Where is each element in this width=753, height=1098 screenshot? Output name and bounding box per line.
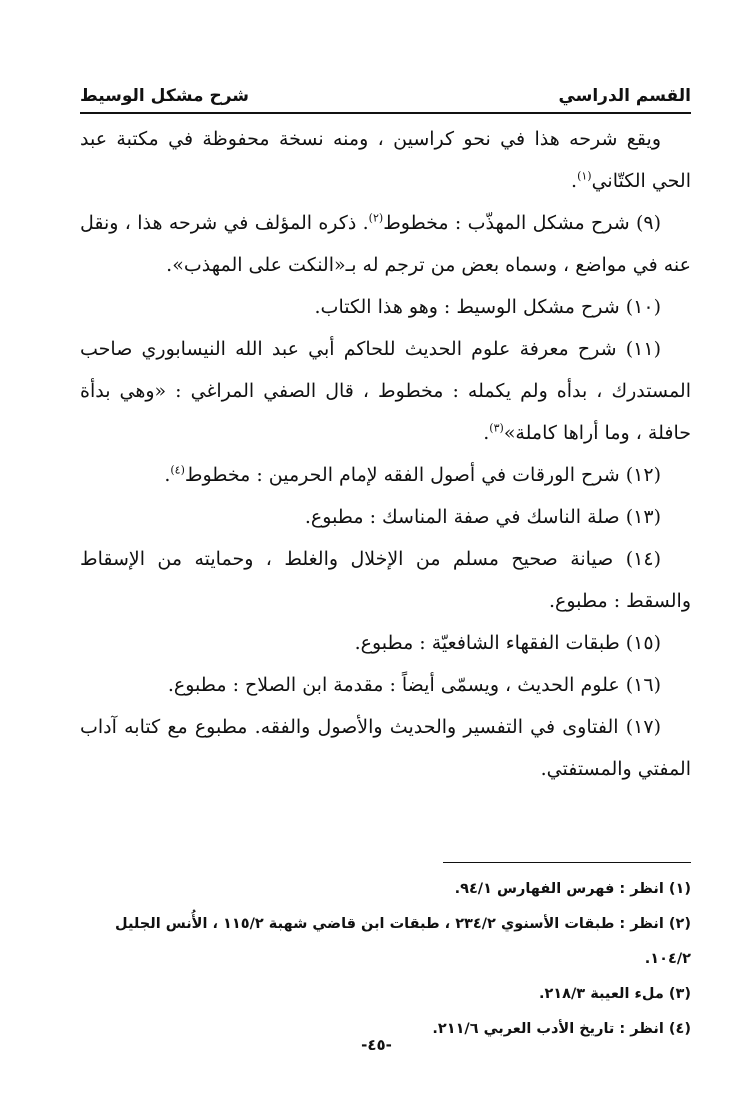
paragraph: (١٦) علوم الحديث ، ويسمّى أيضاً : مقدمة ابن الصلاح : مطبوع. [167, 674, 661, 696]
paragraph: (١٥) طبقات الفقهاء الشافعيّة : مطبوع. [354, 632, 661, 654]
footnote: (١) انظر : فهرس الفهارس ٩٤/١. [454, 881, 691, 897]
paragraph: (١١) شرح معرفة علوم الحديث للحاكم أبي عبد الله النيسابوري صاحب المستدرك ، بدأه ولم يكمله : مخطوط ، قال الصفي المراغي : «وهي بدأة حافلة ، وما أراها كاملة»$^{(٣)}$. [80, 338, 691, 444]
paragraph: (٩) شرح مشكل المهذّب : مخطوط$^{(٢)}$. ذكره المؤلف في شرحه هذا ، ونقل عنه في مواضع ، وسماه بعض من ترجم له بـ«النكت على المهذب». [80, 211, 691, 276]
page-number: -٤٥- [361, 1036, 392, 1054]
footnote-ref: (٤) [170, 463, 185, 477]
footnotes [80, 872, 691, 1047]
paragraph: ويقع شرحه هذا في نحو كراسين ، ومنه نسخة محفوظة في مكتبة عبد الحي الكتّاني$^{(١)}$. [80, 128, 691, 192]
header-section-title: القسم الدراسي [558, 86, 691, 106]
paragraph: (١٤) صيانة صحيح مسلم من الإخلال والغلط ، وحمايته من الإسقاط والسقط : مطبوع. [80, 548, 691, 612]
footnote: (٢) انظر : طبقات الأسنوي ٢٣٤/٢ ، طبقات ابن قاضي شهبة ١١٥/٢ ، الأُنس الجليل ١٠٤/٢. [115, 916, 691, 967]
paragraph: (١٧) الفتاوى في التفسير والحديث والأصول والفقه. مطبوع مع كتابه آداب المفتي والمستفتي. [80, 716, 691, 780]
header-book-title: شرح مشكل الوسيط [80, 86, 249, 106]
running-header [80, 70, 691, 114]
footnote: (٤) انظر : تاريخ الأدب العربي ٢١١/٦. [432, 1021, 691, 1037]
paragraph: (١٠) شرح مشكل الوسيط : وهو هذا الكتاب. [314, 296, 661, 318]
footnote: (٣) ملء العيبة ٢١٨/٣. [538, 986, 691, 1002]
footnote-ref: (٣) [489, 421, 504, 435]
paragraph: (١٣) صلة الناسك في صفة المناسك : مطبوع. [304, 506, 661, 528]
footnote-divider [443, 862, 691, 863]
body-text [80, 118, 691, 790]
paragraph: (١٢) شرح الورقات في أصول الفقه لإمام الحرمين : مخطوط$^{(٤)}$. [164, 463, 661, 486]
footnote-ref: (٢) [368, 211, 384, 225]
footnote-ref: (١) [577, 169, 592, 183]
